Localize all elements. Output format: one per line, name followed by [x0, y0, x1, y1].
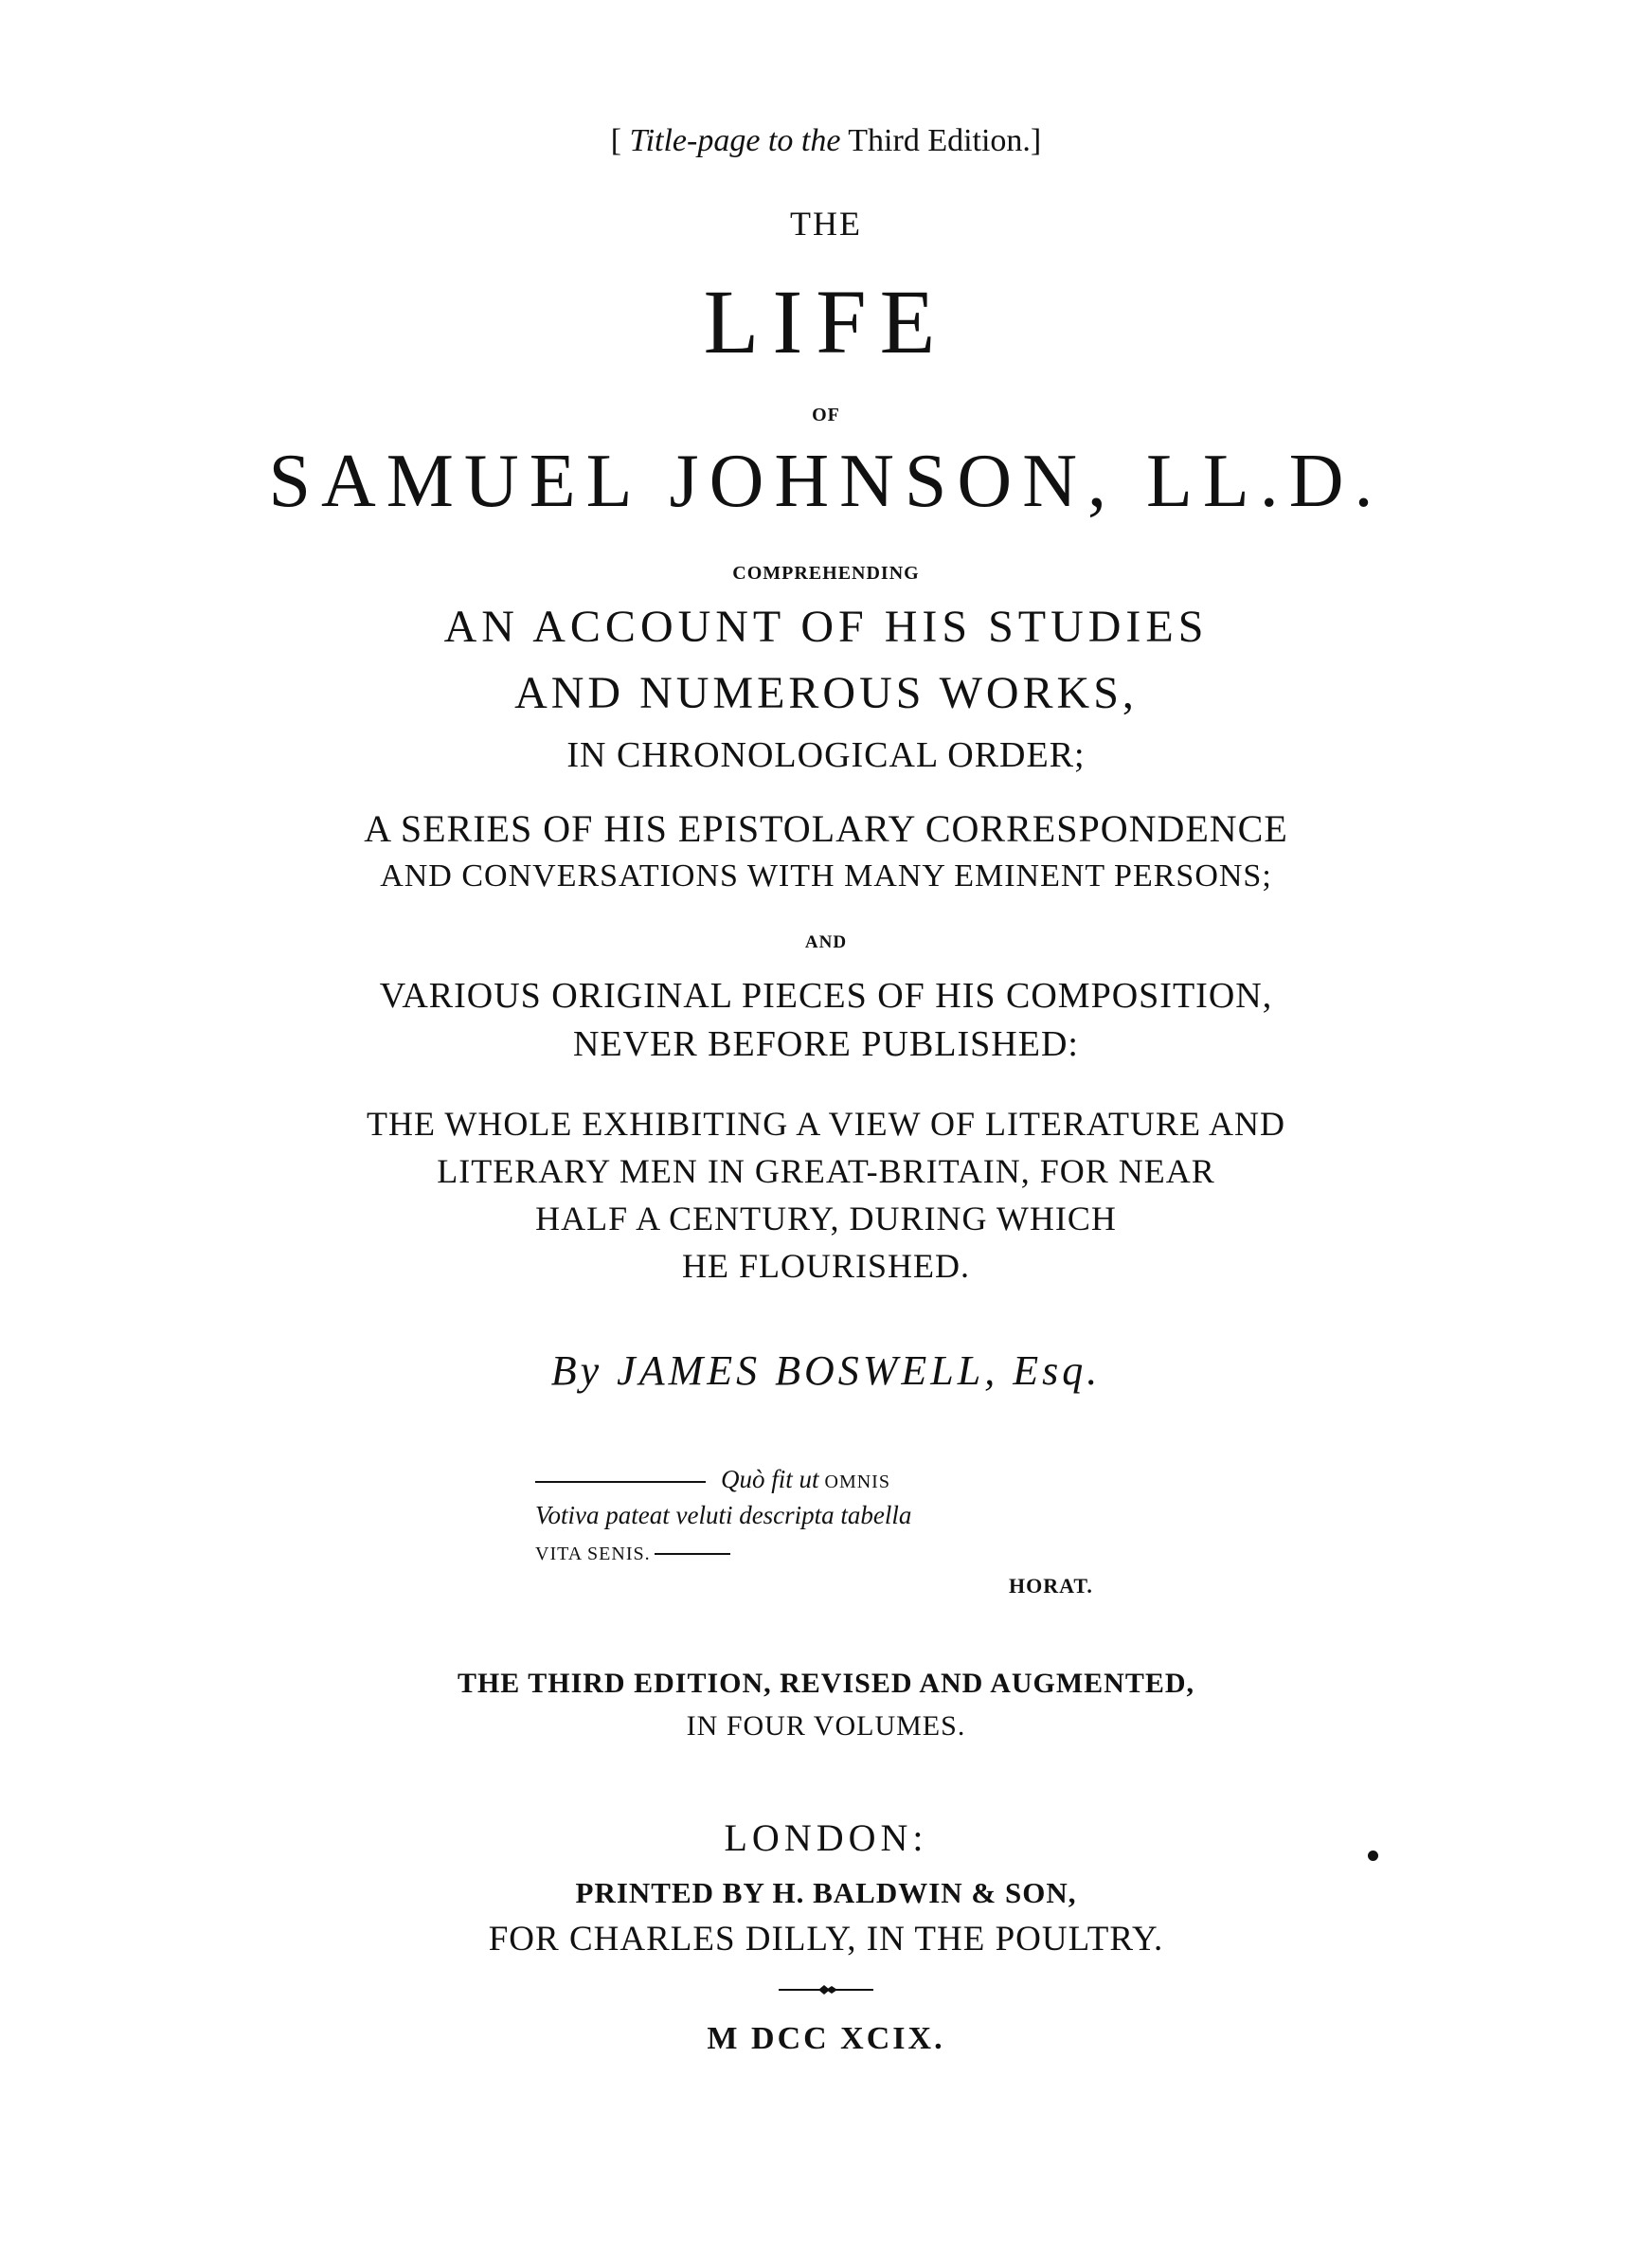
description-line: A SERIES OF HIS EPISTOLARY CORRESPONDENCE [364, 807, 1288, 850]
description-line: LITERARY MEN IN GREAT-BRITAIN, FOR NEAR [437, 1152, 1215, 1190]
epigraph-small-caps: OMNIS [818, 1472, 890, 1492]
imprint-publisher: FOR CHARLES DILLY, IN THE POULTRY. [488, 1920, 1164, 1959]
title-subject-name: SAMUEL JOHNSON, LL.D. [268, 440, 1384, 523]
description-line: NEVER BEFORE PUBLISHED: [573, 1024, 1079, 1064]
edition-note-italic: Title-page to the [629, 123, 841, 158]
imprint-year: M DCC XCIX. [707, 2021, 945, 2056]
description-line: VARIOUS ORIGINAL PIECES OF HIS COMPOSITION, [379, 976, 1273, 1016]
epigraph-rule [535, 1481, 706, 1483]
epigraph-small-caps: VITA SENIS. [535, 1544, 651, 1564]
description-line: HE FLOURISHED. [681, 1247, 970, 1285]
edition-volumes: IN FOUR VOLUMES. [686, 1710, 966, 1742]
epigraph-line [535, 1467, 890, 1492]
epigraph-rule [655, 1553, 730, 1555]
author-byline: By JAMES BOSWELL, Esq. [550, 1347, 1102, 1394]
edition-note [0, 125, 1652, 157]
description-line: AND NUMEROUS WORKS, [514, 668, 1138, 718]
edition-note-open: [ [610, 123, 630, 158]
epigraph-attribution: HORAT. [1009, 1574, 1093, 1598]
title-of: OF [812, 405, 840, 425]
imprint-city: LONDON: [724, 1816, 928, 1859]
epigraph-line [535, 1539, 730, 1564]
description-line: AND CONVERSATIONS WITH MANY EMINENT PERSONS; [380, 858, 1272, 894]
description-line: IN CHRONOLOGICAL ORDER; [566, 735, 1086, 775]
description-line: THE WHOLE EXHIBITING A VIEW OF LITERATURE AND [367, 1105, 1285, 1143]
title-the: THE [790, 205, 862, 243]
edition-note-rest: Third Edition.] [840, 123, 1042, 158]
ornament-rule-icon [779, 1983, 873, 1996]
edition-statement: THE THIRD EDITION, REVISED AND AUGMENTED, [457, 1668, 1195, 1699]
title-life: LIFE [703, 271, 949, 372]
ink-spot [1368, 1851, 1378, 1861]
and-label: AND [804, 932, 848, 952]
description-line: AN ACCOUNT OF HIS STUDIES [443, 602, 1209, 652]
description-line: HALF A CENTURY, DURING WHICH [535, 1200, 1117, 1237]
epigraph [535, 1467, 1122, 1618]
epigraph-italic: Quò fit ut [721, 1465, 819, 1493]
comprehending-label: COMPREHENDING [732, 563, 920, 584]
epigraph-line: Votiva pateat veluti descripta tabella [535, 1501, 912, 1529]
imprint-printer: PRINTED BY H. BALDWIN & SON, [575, 1876, 1077, 1909]
